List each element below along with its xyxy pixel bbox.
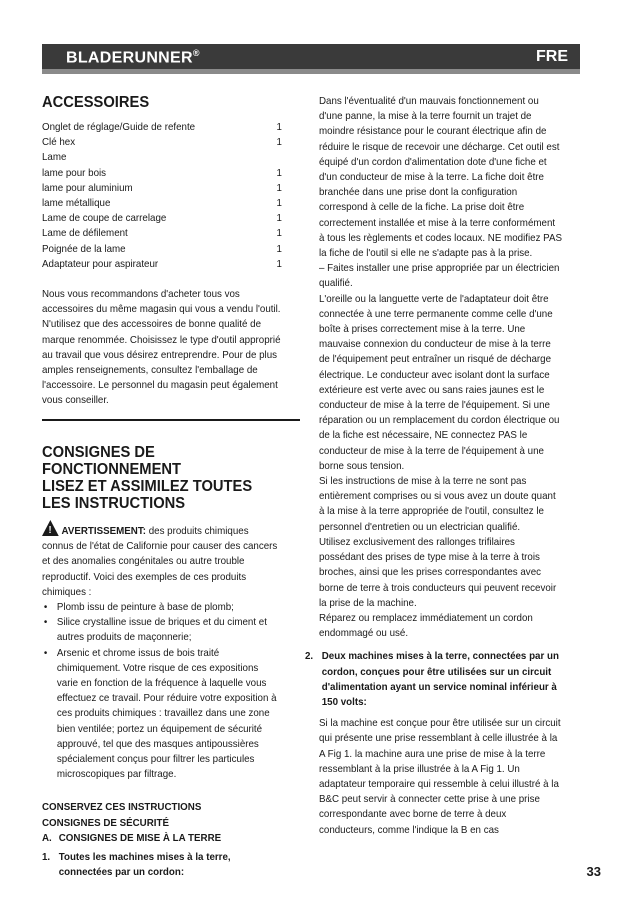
operating-section <box>42 444 300 880</box>
accessory-label: Lame de coupe de carrelage <box>42 212 167 225</box>
section-divider <box>42 419 300 421</box>
grounding-item-1 <box>42 850 282 880</box>
accessory-row <box>42 150 282 165</box>
right-column <box>305 94 581 838</box>
section-a-letter: A. <box>42 831 52 844</box>
grounding-paragraph-4: Si les instructions de mise à la terre ne sont pas entièrement comprises ou si vous avez un doute quant à la mise à la terre appropriée de l'outil, consultez le personnel d'entretien ou un electrician qualifié. <box>319 475 556 533</box>
accessory-label: Poignée de la lame <box>42 242 126 255</box>
keep-instructions: CONSERVEZ CES INSTRUCTIONS <box>42 801 202 814</box>
list-item: • Plomb issu de peinture à base de plomb; <box>57 600 282 615</box>
accessory-qty: 1 <box>276 121 282 133</box>
accessory-label: Clé hex <box>42 136 76 149</box>
page-header <box>42 44 580 74</box>
operating-title-3: LISEZ ET ASSIMILEZ TOUTES <box>42 478 253 495</box>
accessory-row <box>42 120 282 135</box>
warning-text: des produits chimiques connus de l'état de Californie pour causer des cancers et des anomalies congénitales ou autre trouble reproductif. Voici des exemples de ces produits chimiques : <box>42 525 278 598</box>
list-item: • Silice crystalline issue de briques et du ciment et autres produits de maçonnerie; <box>57 615 282 645</box>
list-item: • Arsenic et chrome issus de bois traité chimiquement. Votre risque de ces expositions varie en fonction de la fréquence à laquelle vous effectuez ce travail. Pour réduire votre exposition à ces produits chimiques : travaillez dans une zone bien ventilée; portez un équipement de sécurité approuvé, tel que des masques antipoussières spécialement conçus pour filtrer les particules microscopiques par filtrage. <box>57 646 282 783</box>
accessory-row <box>42 211 282 226</box>
accessory-row <box>42 242 282 257</box>
accessory-qty: 1 <box>276 136 282 149</box>
accessory-label: Lame de défilement <box>42 227 128 240</box>
page-number: 33 <box>586 864 601 879</box>
item-1-text: Toutes les machines mises à la terre, connectées par un cordon: <box>58 851 231 879</box>
accessory-row <box>42 166 282 181</box>
grounding-paragraph-2: – Faites installer une prise appropriée par un électricien qualifié. <box>319 262 560 290</box>
accessory-row <box>42 135 282 150</box>
left-column <box>42 94 300 879</box>
operating-title-4: LES INSTRUCTIONS <box>42 495 186 512</box>
item-2-number: 2. <box>305 650 314 663</box>
accessory-qty: 1 <box>276 257 282 270</box>
brand-title: BLADERUNNER® <box>66 48 200 67</box>
grounding-paragraph-6: Réparez ou remplacez immédiatement un cordon endommagé ou usé. <box>319 611 533 640</box>
accessory-label: lame métallique <box>42 197 111 210</box>
language-code: FRE <box>536 48 568 65</box>
accessory-qty: 1 <box>276 197 282 210</box>
safety-heading: CONSIGNES DE SÉCURITÉ <box>42 816 169 829</box>
accessory-qty: 1 <box>276 242 282 255</box>
warning-label: AVERTISSEMENT: <box>61 525 147 537</box>
grounding-paragraph-1: Dans l'éventualité d'un mauvais fonctionnement ou d'une panne, la mise à la terre fournit un trajet de moindre résistance pour le courant électrique afin de réduire le risque de recevoir une décharge. Cet outil est équipé d'un cordon d'alimentation dote d'une fiche et d'un conducteur de mise à la terre. La fiche doit être branchée dans une prise dont la configuration correspond à celle de la fiche. La prise doit être correctement installée et mise à la terre conformément à tous les règlements et codes locaux. NE modifiez PAS la fiche de l'outil si elle ne s'adapte pas à la prise. <box>319 95 562 260</box>
accessory-row <box>42 257 282 272</box>
warning-triangle-icon <box>42 520 59 536</box>
accessories-list <box>42 120 282 272</box>
operating-title-1: CONSIGNES DE <box>42 444 155 461</box>
grounding-paragraph-5: Utilisez exclusivement des rallonges trifilaires possédant des prises de type mise à la terre à trois broches, ainsi que les prises correspondantes avec borne de terre à trois conducteurs qui peuvent recevoir la prise de la machine. <box>319 535 557 609</box>
accessories-title: ACCESSOIRES <box>42 94 150 111</box>
accessory-label: lame pour bois <box>42 166 107 179</box>
accessories-paragraph: Nous vous recommandons d'acheter tous vos accessoires du même magasin qui vous a vendu l'outil. N'utilisez que des accessoires de bonne qualité de marque renommée. Choisissez le type d'outil approprié au travail que vous désirez entreprendre. Pour de plus amples renseignements, consultez l'emballage de l'accessoire. Le personnel du magasin peut également vous conseiller. <box>42 288 281 407</box>
accessory-qty: 1 <box>276 181 282 194</box>
item-1-number: 1. <box>42 851 51 864</box>
warning-paragraph <box>42 520 282 600</box>
accessory-label: Lame <box>42 151 67 164</box>
chemicals-list <box>42 600 282 782</box>
accessory-qty: 1 <box>276 212 282 225</box>
item-2-text: Deux machines mises à la terre, connectées par un cordon, conçues pour être utilisées sur un circuit d'alimentation ayant un service nominal inférieur à 150 volts: <box>321 650 559 708</box>
grounding-paragraph-7: Si la machine est conçue pour être utilisée sur un circuit qui présente une prise ressemblant à celle illustrée à la A Fig 1. la machine aura une prise de mise à la terre ressemblant à la prise illustrée à la A Fig 1. Un adaptateur temporaire qui ressemble à celui illustré à la B&C peut servir à connecter cette prise à une prise correspondante avec borne de terre à deux conducteurs, comme l'indique la B en cas <box>319 717 561 836</box>
accessory-label: Adaptateur pour aspirateur <box>42 257 159 270</box>
accessory-qty: 1 <box>276 166 282 179</box>
accessory-row <box>42 181 282 196</box>
accessory-label: lame pour aluminium <box>42 181 133 194</box>
section-a-heading <box>42 831 282 846</box>
section-a-text: CONSIGNES DE MISE À LA TERRE <box>58 831 222 844</box>
grounding-paragraph-3: L'oreille ou la languette verte de l'adaptateur doit être connectée à une terre permanente comme celle d'une boîte à prises correctement mise à la terre. Une mauvaise connexion du conducteur de mise à la terre de l'équipement peut entraîner un risqué de décharge électrique. Le conducteur avec isolant dont la surface extérieure est verte avec ou sans raies jaunes est le conducteur de mise à la terre de l'équipement. Si une réparation ou un remplacement du cordon électrique ou de la fiche est nécessaire, NE connectez PAS le conducteur de mise à la terre de l'équipement à une borne sous tension. <box>319 292 560 472</box>
operating-title-2: FONCTIONNEMENT <box>42 461 182 478</box>
accessory-label: Onglet de réglage/Guide de refente <box>42 121 196 133</box>
accessory-row <box>42 196 282 211</box>
accessory-qty: 1 <box>276 227 282 240</box>
grounding-item-2 <box>305 649 562 710</box>
accessory-row <box>42 226 282 241</box>
